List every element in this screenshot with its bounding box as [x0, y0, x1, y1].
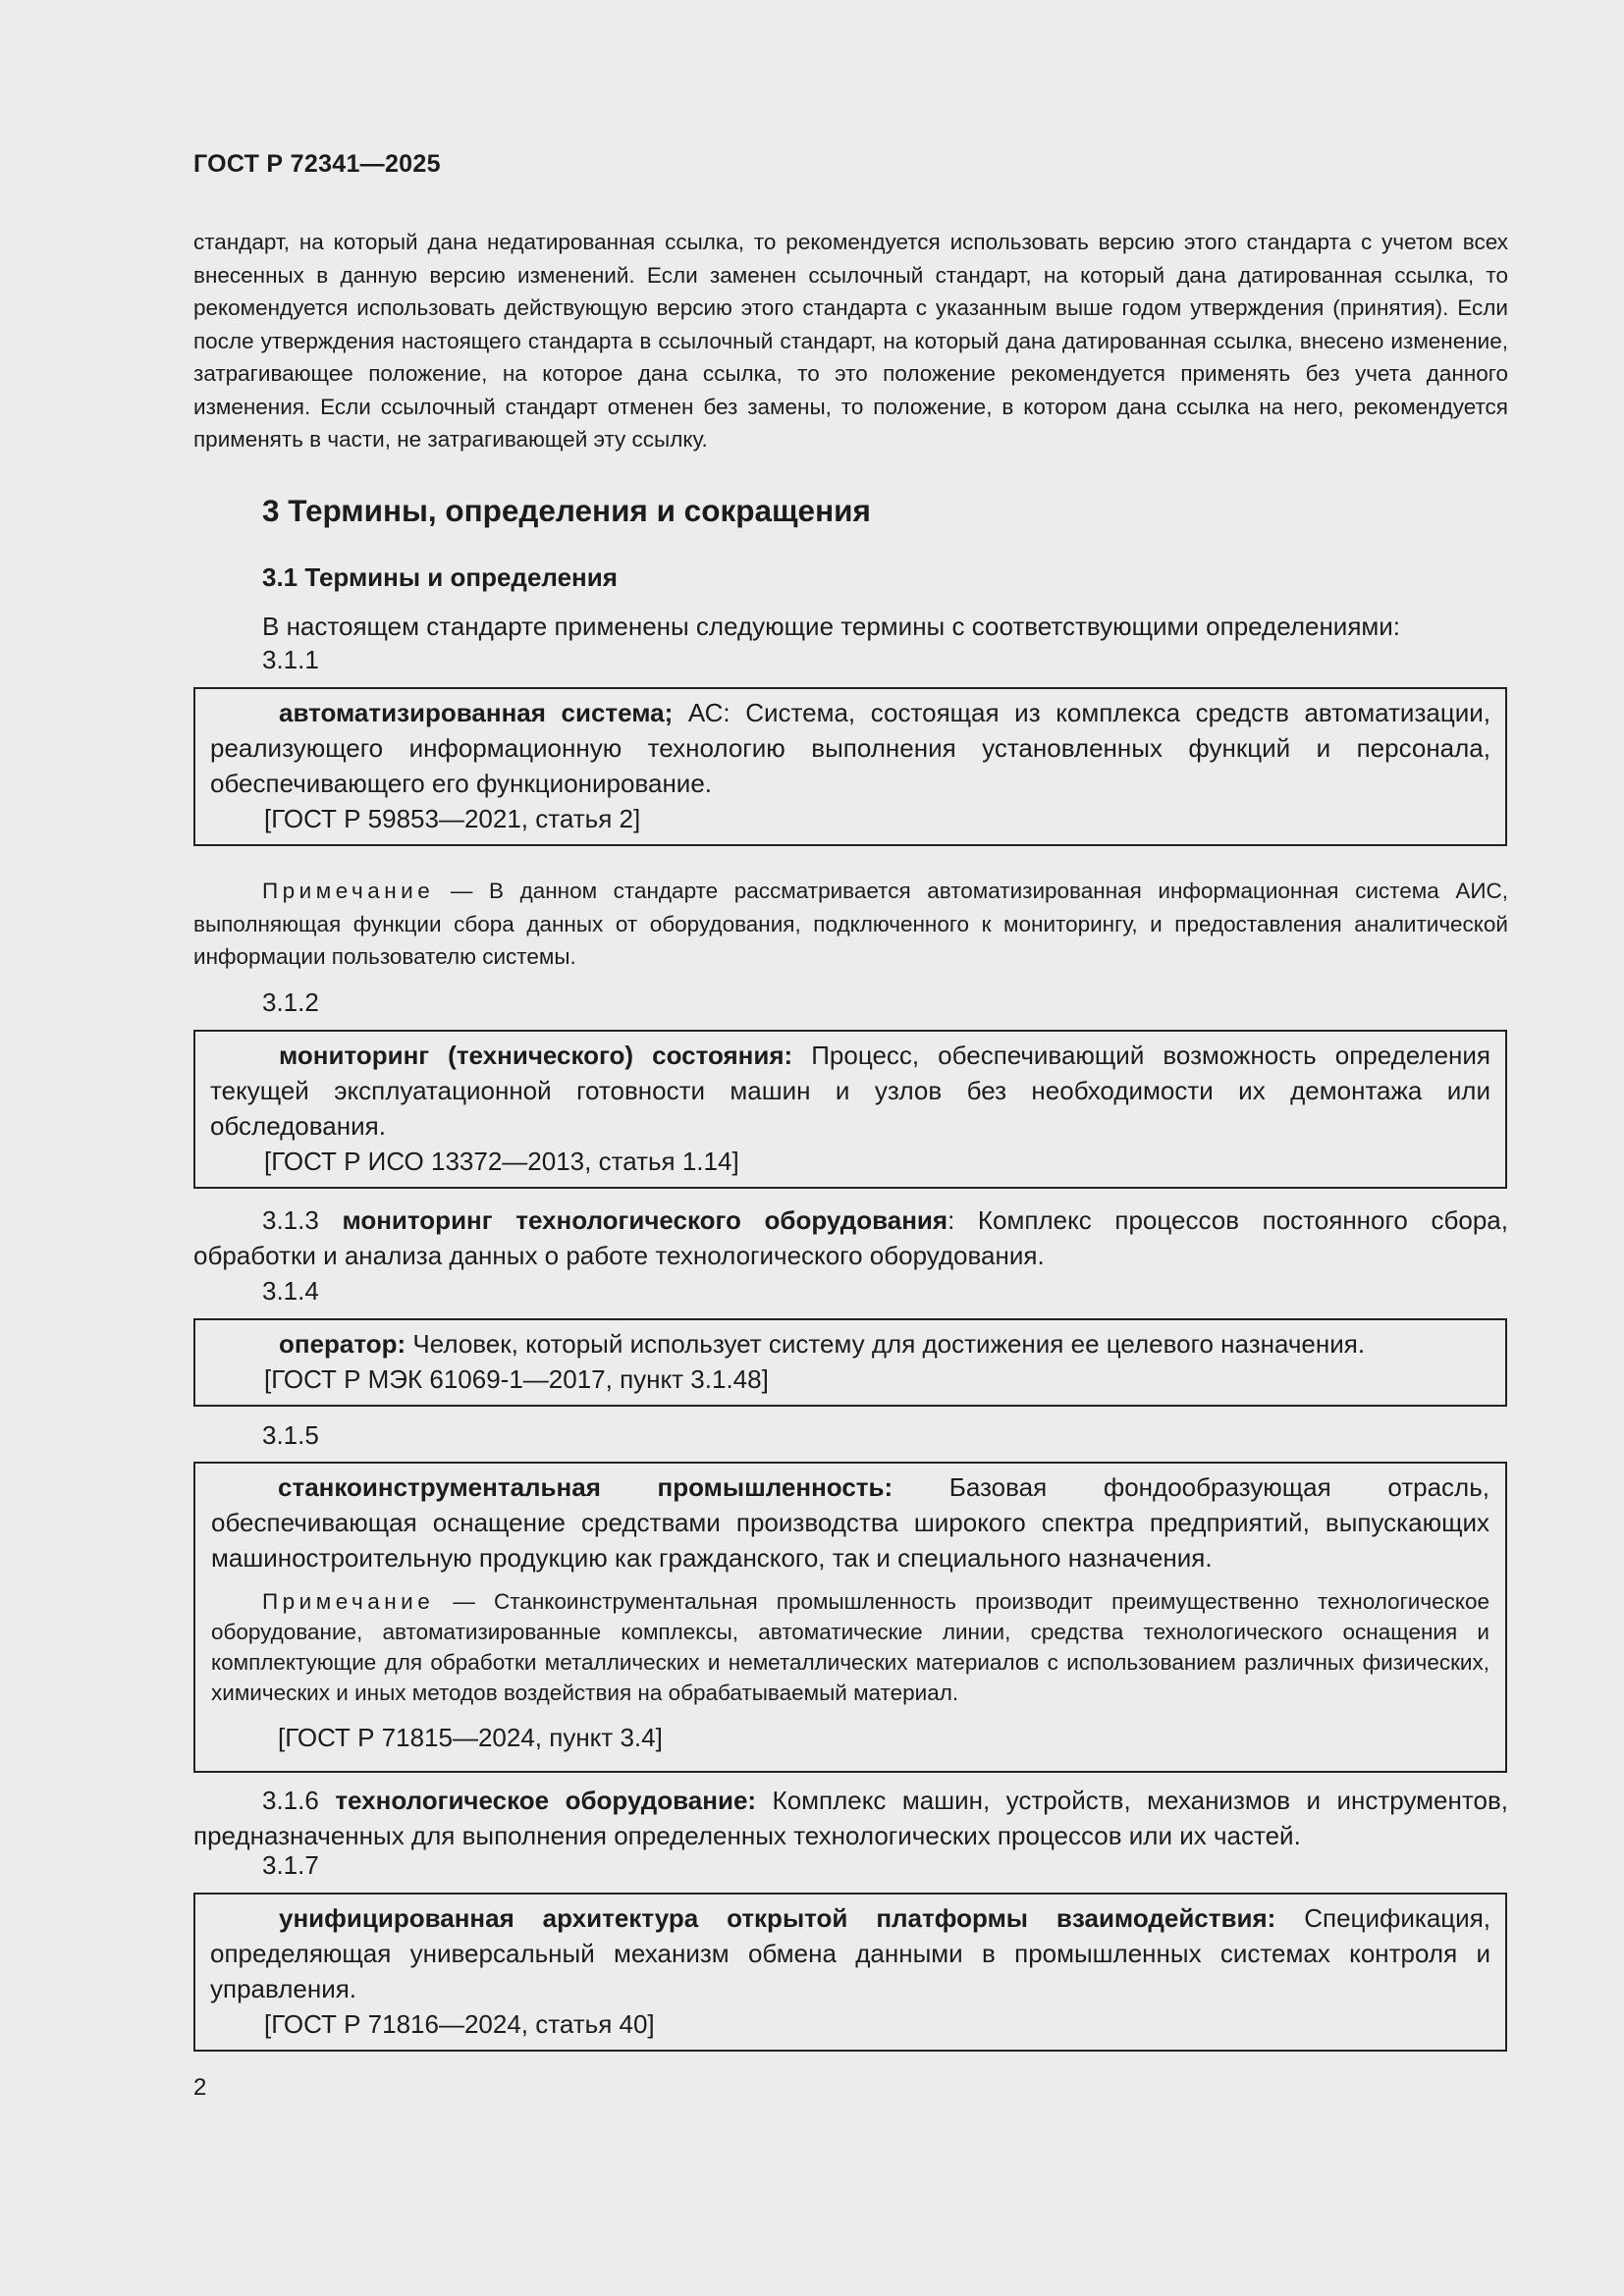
note-label: Примечание [262, 1589, 435, 1614]
term-number-3-1-5: 3.1.5 [262, 1420, 319, 1450]
term-number-3-1-1: 3.1.1 [262, 645, 319, 674]
term-definition [210, 695, 1490, 801]
term-box-3-1-7 [193, 1893, 1507, 2052]
term-name: мониторинг (технического) состояния: [279, 1041, 793, 1070]
note-3-1-1 [193, 875, 1508, 974]
term-def-text: Комплекс машин, устройств, механизмов и инструментов, предназначенных для выполнения определенных технологических процессов или их частей. [193, 1786, 1508, 1850]
term-source: [ГОСТ Р МЭК 61069-1—2017, пункт 3.1.48] [264, 1364, 769, 1394]
note-text: — В данном стандарте рассматривается автоматизированная информационная система АИС, выполняющая функции сбора данных от оборудования, подключенного к мониторингу, и предоставления аналитической информации пользователю системы. [193, 879, 1508, 969]
note-text: — Станкоинструментальная промышленность производит преимущественно технологическое оборудование, автоматизированные комплексы, автоматические линии, средства технологического оснащения и комплектующие для обработки металлических и неметаллических материалов с использованием различных физических, химических и иных методов воздействия на обрабатываемый материал. [211, 1589, 1489, 1705]
term-source: [ГОСТ Р ИСО 13372—2013, статья 1.14] [264, 1147, 739, 1176]
term-3-1-3 [193, 1202, 1508, 1273]
term-def-text: Спецификация, определяющая универсальный механизм обмена данными в промышленных системах контроля и управления. [210, 1903, 1491, 2003]
term-definition [210, 1038, 1490, 1144]
term-box-3-1-5 [193, 1462, 1507, 1773]
term-source: [ГОСТ Р 71816—2024, статья 40] [264, 2009, 655, 2039]
document-header: ГОСТ Р 72341—2025 [193, 150, 441, 178]
term-number-3-1-7: 3.1.7 [262, 1850, 319, 1880]
term-def-text: : Комплекс процессов постоянного сбора, обработки и анализа данных о работе технологического оборудования. [193, 1205, 1508, 1270]
note-label: Примечание [262, 879, 435, 903]
term-def-text: Человек, который использует систему для достижения ее целевого назначения. [406, 1329, 1366, 1359]
term-number-3-1-4: 3.1.4 [262, 1276, 319, 1306]
term-name: станкоинструментальная промышленность: [278, 1472, 893, 1502]
term-name: унифицированная архитектура открытой платформы взаимодействия: [279, 1903, 1276, 1933]
term-name: оператор: [279, 1329, 406, 1359]
section-title: 3 Термины, определения и сокращения [262, 493, 871, 528]
term-definition [210, 1326, 1490, 1362]
term-number-3-1-2: 3.1.2 [262, 988, 319, 1017]
term-name: автоматизированная система; [279, 698, 674, 727]
page-number: 2 [193, 2074, 207, 2101]
term-name: технологическое оборудование: [335, 1786, 757, 1815]
term-def-text: Процесс, обеспечивающий возможность определения текущей эксплуатационной готовности машин и узлов без необходимости их демонтажа или обследования. [210, 1041, 1490, 1141]
intro-paragraph: стандарт, на который дана недатированная ссылка, то рекомендуется использовать версию этого стандарта с учетом всех внесенных в данную версию изменений. Если заменен ссылочный стандарт, на который дана датированная ссылка, то рекомендуется использовать действующую версию этого стандарта с указанным выше годом утверждения (принятия). Если после утверждения настоящего стандарта в ссылочный стандарт, на который дана датированная ссылка, внесено изменение, затрагивающее положение, на которое дана ссылка, то это положение рекомендуется применять без учета данного изменения. Если ссылочный стандарт отменен без замены, то положение, в котором дана ссылка на него, рекомендуется применять в части, не затрагивающей эту ссылку. [193, 230, 1508, 452]
term-3-1-6 [193, 1783, 1508, 1853]
term-definition [210, 1900, 1490, 2006]
term-def-text: Базовая фондообразующая отрасль, обеспечивающая оснащение средствами производства широкого спектра предприятий, выпускающих машиностроительную продукцию как гражданского, так и специального назначения. [211, 1472, 1490, 1573]
term-box-3-1-4 [193, 1318, 1507, 1407]
term-name: мониторинг технологического оборудования [342, 1205, 948, 1235]
subsection-title: 3.1 Термины и определения [262, 562, 618, 592]
term-number: 3.1.6 [262, 1786, 336, 1815]
term-source: [ГОСТ Р 59853—2021, статья 2] [264, 804, 641, 833]
term-note [211, 1586, 1489, 1708]
term-source: [ГОСТ Р 71815—2024, пункт 3.4] [278, 1723, 663, 1752]
term-def-text: АС: Система, состоящая из комплекса средств автоматизации, реализующего информационную технологию выполнения установленных функций и персонала, обеспечивающего его функционирование. [210, 698, 1490, 798]
term-definition [211, 1469, 1489, 1575]
term-number: 3.1.3 [262, 1205, 343, 1235]
term-box-3-1-2 [193, 1030, 1507, 1189]
terms-intro: В настоящем стандарте применены следующие термины с соответствующими определениями: [262, 612, 1401, 641]
term-box-3-1-1 [193, 687, 1507, 846]
